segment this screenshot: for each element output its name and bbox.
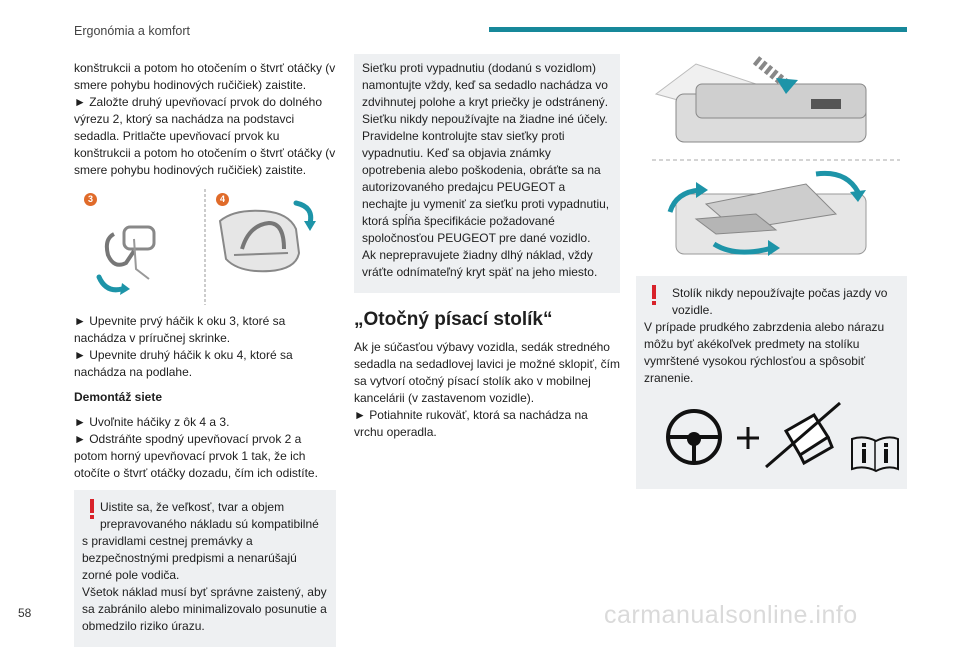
info-text: Sieťku proti vypadnutiu (dodanú s vozidlom) namontujte vždy, keď sa sedadlo nachádza vo zdvihnutej polohe a kryt priečky je odstránený. [362, 61, 609, 109]
header-accent-bar [489, 27, 907, 32]
prohibited-slash [766, 403, 840, 467]
header-title: Ergonómia a komfort [74, 24, 191, 38]
warning-exclamation-icon [650, 284, 658, 306]
hook-illustration [74, 189, 336, 305]
column-1 [74, 60, 336, 647]
paragraph: Ak je súčasťou výbavy vozidla, sedák stredného sedadla na sedadlovej lavici je možné sklopiť, čím sa vytvorí otočný písací stolík ako v mobilnej kancelárii (v zastavenom vozidle). [354, 340, 620, 405]
step-badge-4: 4 [216, 193, 229, 206]
page-number: 58 [18, 606, 32, 620]
info-text: Pravidelne kontrolujte stav sieťky proti vypadnutiu. Keď sa objavia známky opotrebenia alebo poškodenia, obráťte sa na autorizovaného predajcu PEUGEOT a nechajte ju vymeniť za sieťku proti vypadnutiu, ktorá spĺňa špecifikácie požadované spoločnosťou PEUGEOT pre dané vozidlo. [362, 129, 610, 245]
paragraph: ► Uvoľnite háčiky z ôk 4 a 3. [74, 415, 230, 429]
warning-exclamation-icon [88, 498, 96, 520]
warning-box [636, 276, 907, 489]
steering-wheel-icon [668, 411, 720, 463]
info-box [354, 54, 620, 293]
column-3 [636, 54, 907, 489]
writing-table-illustration [636, 54, 907, 268]
watermark: carmanualsonline.info [604, 601, 858, 629]
paragraph: konštrukcii a potom ho otočením o štvrť otáčky (v smere pohybu hodinových ručičiek) zaistite. [74, 61, 336, 92]
section-title: „Otočný písací stolík“ [354, 309, 553, 330]
warning-text: Stolík nikdy nepoužívajte počas jazdy vo vozidle. [672, 286, 888, 317]
floor-eye-figure [220, 203, 316, 271]
table-folded-figure [656, 60, 866, 142]
plus-icon [737, 427, 759, 449]
subheading: Demontáž siete [74, 390, 163, 404]
glovebox-hook-figure [99, 227, 154, 295]
info-text: Ak neprepravujete žiadny dlhý náklad, vždy vráťte odnímateľný kryt späť na jeho miesto. [362, 248, 598, 279]
paragraph: ► Potiahnite rukoväť, ktorá sa nachádza na vrchu operadla. [354, 408, 588, 439]
warning-text: s pravidlami cestnej premávky a bezpečnostnými predpismi a nenarúšajú zorné pole vodiča. [82, 534, 297, 582]
paragraph: ► Upevnite druhý háčik k oku 4, ktoré sa nachádza na podlahe. [74, 348, 293, 379]
warning-text: Všetok náklad musí byť správne zaistený, aby sa zabránilo alebo minimalizovalo posunutie a obmedzilo riziko úrazu. [82, 585, 327, 633]
warning-text: Uistite sa, že veľkosť, tvar a objem prepravovaného nákladu sú kompatibilné [100, 500, 319, 531]
paragraph: ► Upevnite prvý háčik k oku 3, ktoré sa nachádza v príručnej skrinke. [74, 314, 286, 345]
column-2 [354, 54, 620, 441]
pictogram-strip [644, 397, 899, 477]
hook-figures [74, 189, 336, 305]
info-text: Sieťku nikdy nepoužívajte na žiadne iné účely. [362, 112, 608, 126]
table-unfolded-figure [670, 173, 866, 256]
warning-box [74, 490, 336, 647]
paragraph: ► Odstráňte spodný upevňovací prvok 2 a potom horný upevňovací prvok 1 tak, že ich otočíte o štvrť otáčky dozadu, čím ich odistíte. [74, 432, 318, 480]
paragraph: ► Založte druhý upevňovací prvok do dolného výrezu 2, ktorý sa nachádza na podstavci sedadla. Pritlačte upevňovací prvok ku konštrukcii a potom ho otočením o štvrť otáčky (v smere pohybu hodinových ručičiek) zaistite. [74, 95, 336, 177]
step-badge-3: 3 [84, 193, 97, 206]
manual-info-icon [852, 437, 898, 471]
warning-text: V prípade prudkého zabrzdenia alebo nárazu môžu byť akékoľvek predmety na stolíku vymrštené vysokou rýchlosťou a spôsobiť zranenie. [644, 320, 885, 385]
table-icon [786, 415, 832, 463]
